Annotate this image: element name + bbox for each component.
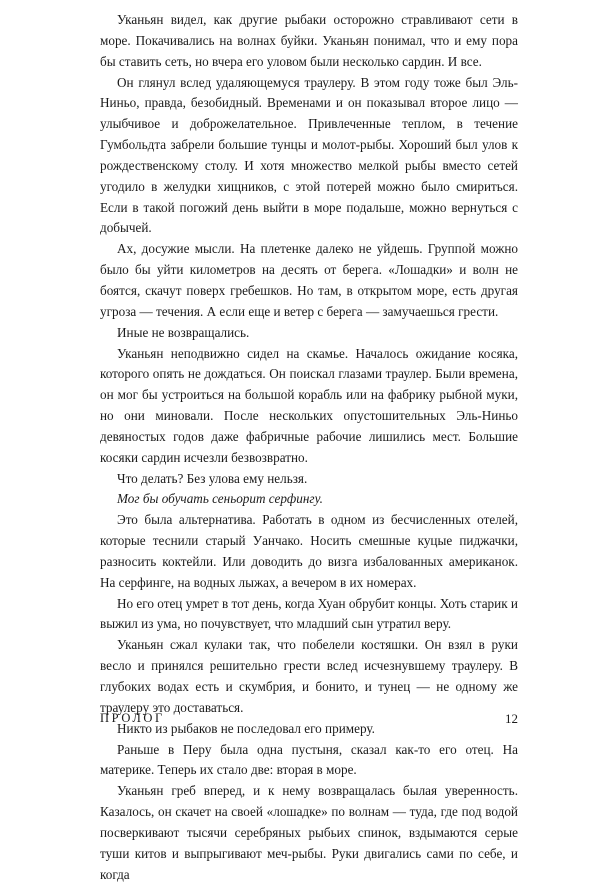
paragraph-1: Уканьян видел, как другие рыбаки осторожно стравливают сети в море. Покачивались на волнах буйки. Уканьян понимал, что и ему пора бы ставить сеть, но вчера его уловом были несколько сардин. И все. xyxy=(100,12,518,69)
paragraph-8: Это была альтернатива. Работать в одном из бесчисленных отелей, которые теснили старый Уанчако. Носить смешные куцые пиджачки, разносить коктейли. Или доводить до визга избалованных американок. На серфинге, на водных лыжах, а вечером в их номерах. xyxy=(100,512,518,590)
paragraph-9: Но его отец умрет в тот день, когда Хуан обрубит концы. Хоть старик и выжил из ума, но почувствует, что младший сын утратил веру. xyxy=(100,595,518,632)
paragraph-2: Он глянул вслед удаляющемуся траулеру. В этом году тоже был Эль-Ниньо, правда, безобидный. Временами и он показывал второе лицо — улыбчивое и доброжелательное. Привлеченные теплом, в течение Гумбольдта забрели большие тунцы и молот-рыбы. Хороший был улов к рождественскому столу. И хотя множество мелкой рыбы вместо сетей угодило в желудки хищников, с этой потерей можно было смириться. Если в такой погожий день выйти в море подальше, можно вернуться с добычей. xyxy=(100,74,518,236)
paragraph-3: Ах, досужие мысли. На плетенке далеко не уйдешь. Группой можно было бы уйти километров на десять от берега. «Лошадки» и волн не боятся, скачут поверх гребешков. Но там, в открытом море, есть другая угроза — течения. А если еще и ветер с берега — замучаешься грести. xyxy=(100,241,518,319)
paragraph-6: Что делать? Без улова ему нельзя. xyxy=(117,470,308,486)
paragraph-11: Никто из рыбаков не последовал его примеру. xyxy=(117,720,375,736)
page-footer xyxy=(100,711,518,733)
paragraph-7-italic-thought: Мог бы обучать сеньорит серфингу. xyxy=(117,491,323,507)
page-number: 12 xyxy=(505,711,518,726)
paragraph-4: Иные не возвращались. xyxy=(117,324,250,340)
paragraph-13: Уканьян греб вперед, и к нему возвращалась былая уверенность. Казалось, он скачет на своей «лошадке» по волнам — туда, где под водой посверкивают тысячи серебряных рыбьих спинок, вздымаются серые туши китов и выпрыгивают меч-рыбы. Руки двигались сами по себе, и когда xyxy=(100,783,518,882)
body-text xyxy=(100,10,518,885)
running-title: ПРОЛОГ xyxy=(100,711,165,725)
paragraph-5: Уканьян неподвижно сидел на скамье. Началось ожидание косяка, которого опять не дождаться. Он поискал глазами траулер. Были времена, он мог бы устроиться на большой корабль или на фабрику рыбной муки, но они миновали. После нескольких опустошительных Эль-Ниньо девяностых годов даже фабричные рабочие лишились мест. Большие косяки сардин исчезли безвозвратно. xyxy=(100,345,518,465)
paragraph-10: Уканьян сжал кулаки так, что побелели костяшки. Он взял в руки весло и принялся решительно грести вслед исчезнувшему траулеру. В глубоких водах есть и скумбрия, и бонито, и тунец — не одному же траулеру это доставаться. xyxy=(100,637,518,715)
paragraph-12: Раньше в Перу была одна пустыня, сказал как-то его отец. На материке. Теперь их стало две: вторая в море. xyxy=(100,741,518,778)
